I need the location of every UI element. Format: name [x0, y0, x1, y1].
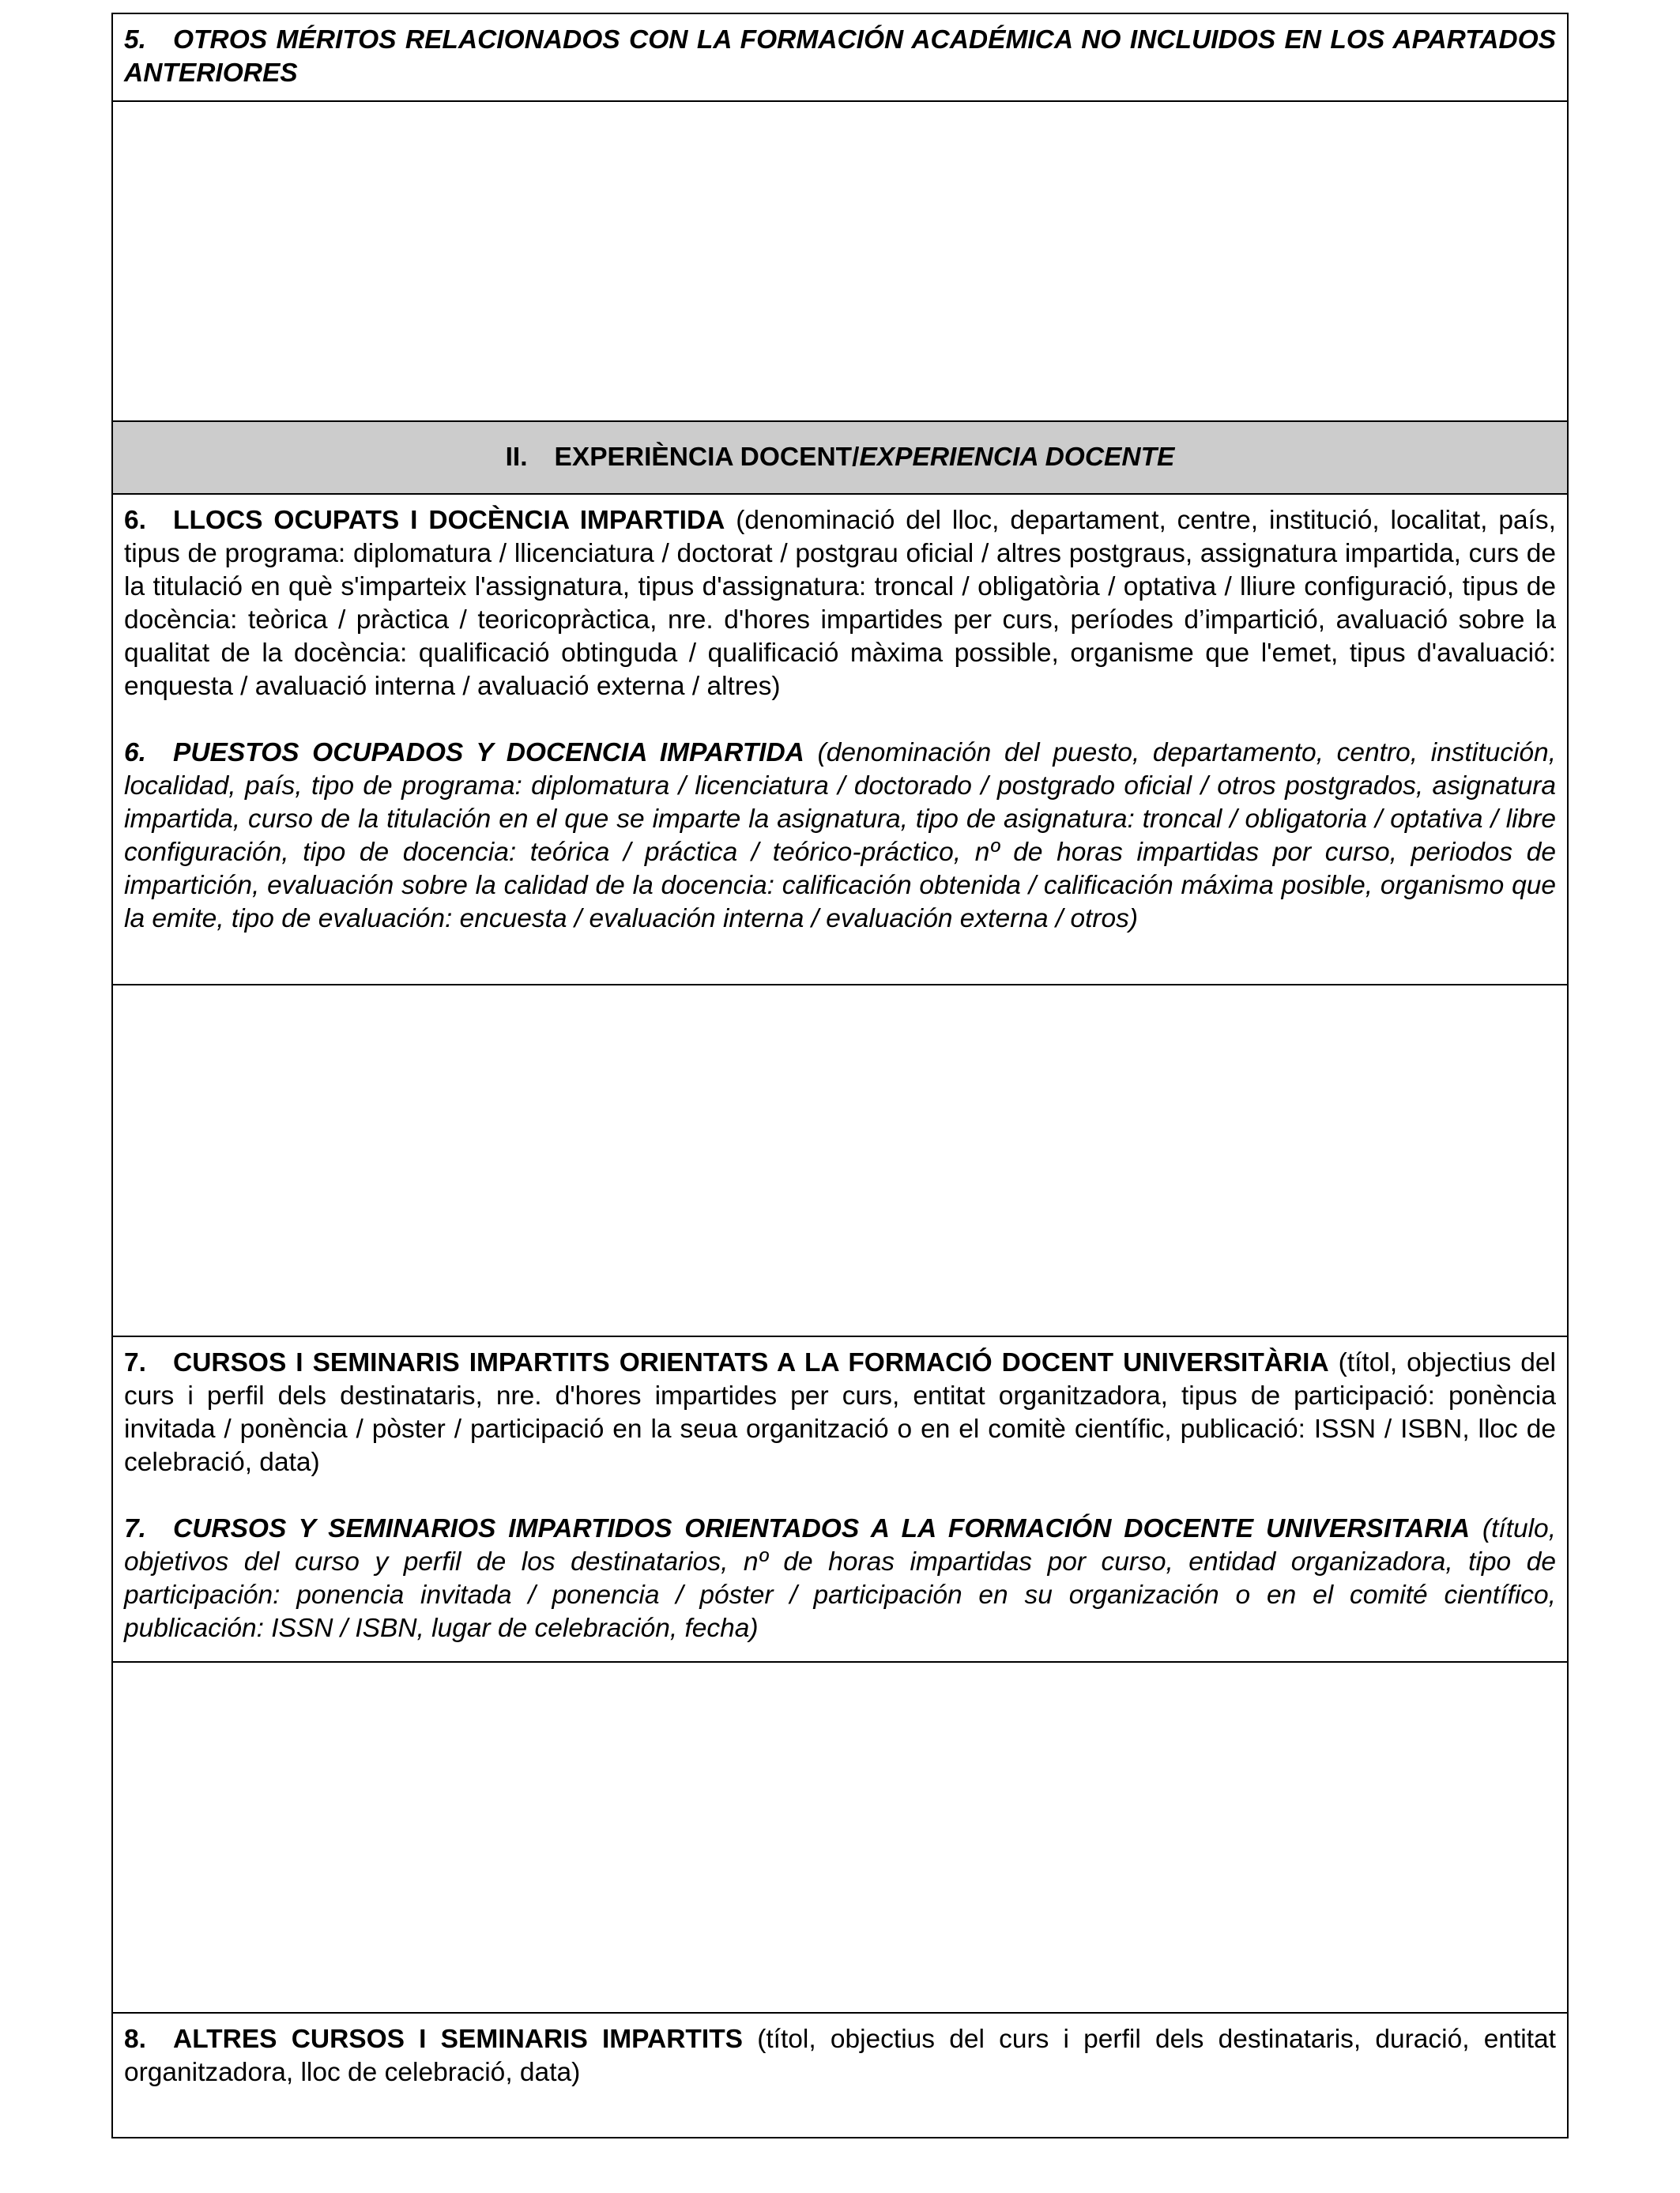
section-7-header: [113, 1337, 1567, 1663]
section-7-ca-description: (títol, objectius del curs i perfil dels destinataris, nre. d'hores impartides per curs, entitat organitzadora, tipus de participació: ponència invitada / ponència / pòster / participació en la seua organització o en el comitè científic, publicació: ISSN / ISBN, lloc de celebració, data): [124, 1348, 1556, 1477]
section-5-entry-area[interactable]: [113, 102, 1567, 422]
cv-form-table: [111, 13, 1569, 2138]
section-ii-band: [113, 422, 1567, 495]
section-6-entry-area[interactable]: [113, 985, 1567, 1337]
section-7-entry-area[interactable]: [113, 1663, 1567, 2014]
section-6-ca-title: LLOCS OCUPATS I DOCÈNCIA IMPARTIDA: [173, 506, 725, 535]
section-6-ca-number: 6.: [124, 506, 146, 535]
section-6-header: [113, 495, 1567, 985]
section-8-ca-title: ALTRES CURSOS I SEMINARIS IMPARTITS: [173, 2025, 744, 2054]
section-7-ca-number: 7.: [124, 1348, 146, 1377]
section-5-number: 5.: [124, 25, 146, 55]
section-ii-roman: II.: [505, 443, 528, 472]
section-5-header: [113, 14, 1567, 102]
section-8-ca-description: (títol, objectius del curs i perfil dels destinataris, duració, entitat organitzadora, lloc de celebració, data): [124, 2025, 1556, 2087]
section-8-header[interactable]: [113, 2014, 1567, 2137]
section-6-es-title: PUESTOS OCUPADOS Y DOCENCIA IMPARTIDA: [173, 738, 804, 767]
section-7-ca-title: CURSOS I SEMINARIS IMPARTITS ORIENTATS A LA FORMACIÓ DOCENT UNIVERSITÀRIA: [173, 1348, 1329, 1377]
section-7-es-description: (título, objetivos del curso y perfil de los destinatarios, nº de horas impartidas por curso, entidad organizadora, tipo de participación: ponencia invitada / ponencia / póster / participación en su organización o en el comité científico, publicación: ISSN / ISBN, lugar de celebración, fecha): [124, 1514, 1556, 1643]
section-6-es-number: 6.: [124, 738, 146, 767]
section-6-es: [124, 737, 1556, 936]
section-7-es-title: CURSOS Y SEMINARIOS IMPARTIDOS ORIENTADOS A LA FORMACIÓN DOCENTE UNIVERSITARIA: [173, 1514, 1471, 1543]
section-6-ca: [124, 504, 1556, 703]
section-ii-title-es: EXPERIENCIA DOCENTE: [859, 443, 1175, 472]
section-6-es-description: (denominación del puesto, departamento, centro, institución, localidad, país, tipo de programa: diplomatura / licenciatura / doctorado / postgrado oficial / otros postgrados, asignatura impartida, curso de la titulación en el que se imparte la asignatura, tipo de asignatura: troncal / obligatoria / optativa / libre configuración, tipo de docencia: teórica / práctica / teórico-práctico, nº de horas impartidas por curso, periodos de impartición, evaluación sobre la calidad de la docencia: calificación obtenida / calificación máxima posible, organismo que la emite, tipo de evaluación: encuesta / evaluación interna / evaluación externa / otros): [124, 738, 1556, 933]
section-7-es-number: 7.: [124, 1514, 146, 1543]
section-7-ca: [124, 1347, 1556, 1479]
section-8-ca-number: 8.: [124, 2025, 146, 2054]
section-ii-title-ca: EXPERIÈNCIA DOCENT/: [554, 443, 860, 472]
section-5-title: OTROS MÉRITOS RELACIONADOS CON LA FORMACIÓN ACADÉMICA NO INCLUIDOS EN LOS APARTADOS ANTERIORES: [124, 25, 1556, 88]
section-7-es: [124, 1513, 1556, 1645]
section-6-ca-description: (denominació del lloc, departament, centre, institució, localitat, país, tipus de programa: diplomatura / llicenciatura / doctorat / postgrau oficial / altres postgraus, assignatura impartida, curs de la titulació en què s'imparteix l'assignatura, tipus d'assignatura: troncal / obligatòria / optativa / lliure configuració, tipus de docència: teòrica / pràctica / teoricopràctica, nre. d'hores impartides per curs, períodes d’impartició, avaluació sobre la qualitat de la docència: qualificació obtinguda / qualificació màxima possible, organisme que l'emet, tipus d'avaluació: enquesta / avaluació interna / avaluació externa / altres): [124, 506, 1556, 701]
